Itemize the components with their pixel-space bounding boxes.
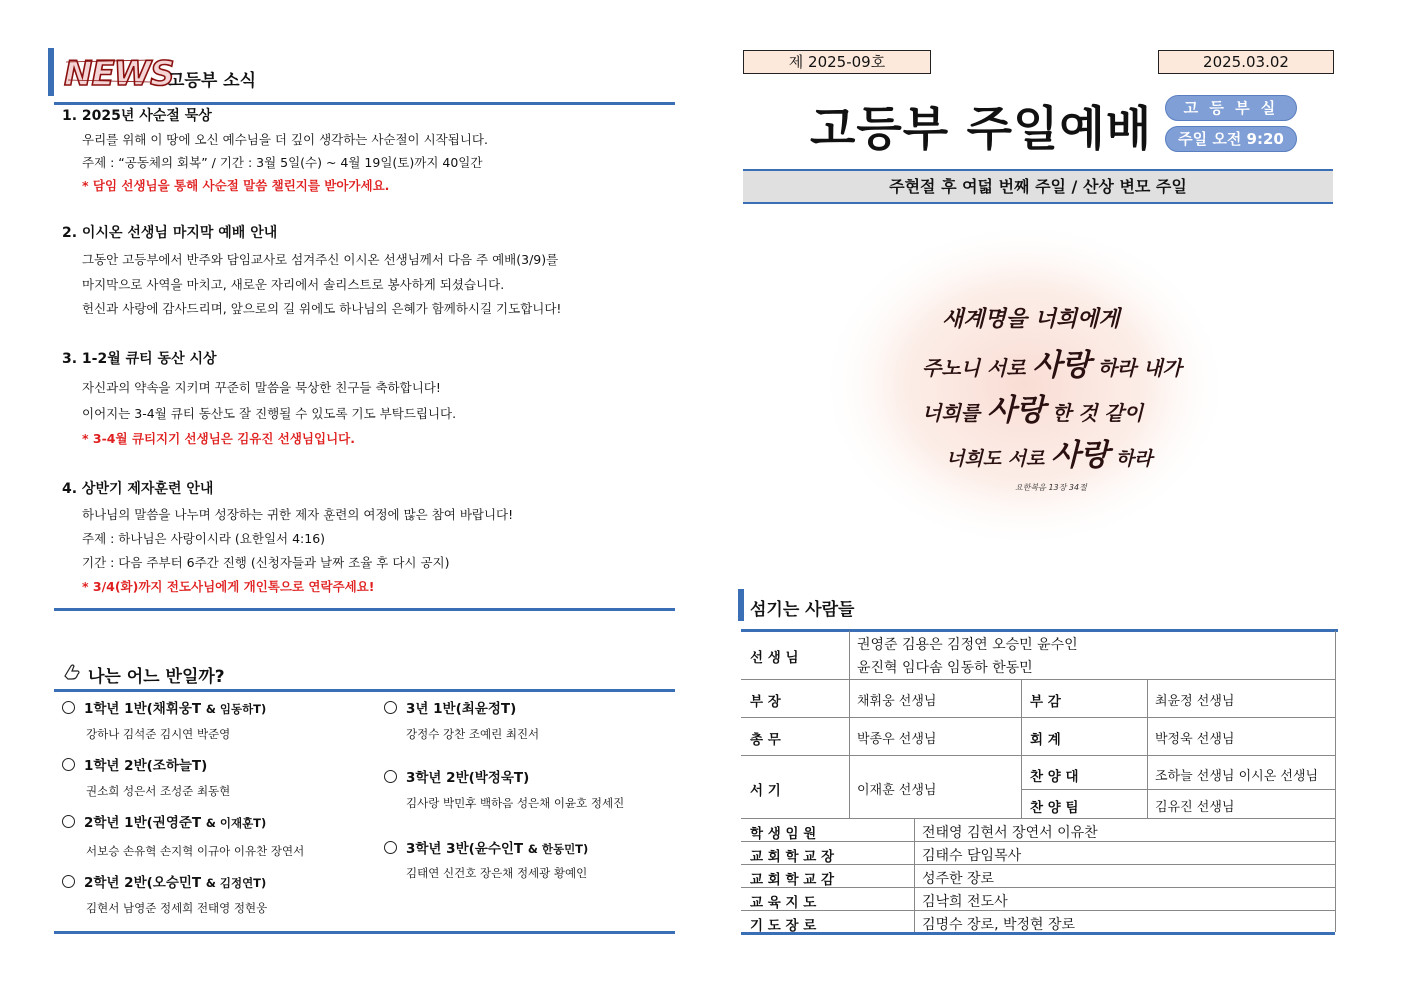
circle-icon	[62, 701, 75, 714]
news-item-line: 이어지는 3-4월 큐티 동산도 잘 진행될 수 있도록 기도 부탁드립니다.	[82, 406, 457, 421]
praise-team-value: 김유진 선생님	[1155, 800, 1235, 815]
news-divider-bottom	[54, 608, 675, 611]
table-row-divider	[741, 717, 1335, 718]
news-accent-bar	[48, 48, 54, 96]
class-students: 김사랑 박민후 백하음 성은채 이윤호 정세진	[406, 796, 625, 810]
news-item-line: 헌신과 사랑에 감사드리며, 앞으로의 길 위에도 하나님의 은혜가 함께하시길 기도합니다!	[82, 301, 562, 316]
seogi-value: 이재훈 선생님	[857, 783, 937, 798]
class-students: 김태연 신건호 장은채 정세광 황예인	[406, 866, 588, 880]
chongmu-value: 박종우 선생님	[857, 732, 937, 747]
table-row-divider	[1021, 789, 1335, 790]
news-logo	[62, 52, 174, 94]
table-row-value: 전태영 김현서 장연서 이유찬	[922, 825, 1098, 841]
praise-team-label: 찬 양 팀	[1030, 800, 1079, 816]
class-heading: 2학년 2반(오승민T & 김정연T)	[62, 871, 266, 891]
circle-icon	[384, 701, 397, 714]
verse-artwork	[820, 220, 1240, 560]
choir-label: 찬 양 대	[1030, 769, 1079, 785]
circle-icon	[384, 770, 397, 783]
hoegye-value: 박정욱 선생님	[1155, 732, 1235, 747]
verse-line-1: 새계명을 너희에게	[942, 306, 1120, 332]
table-row-value: 성주한 장로	[922, 871, 995, 887]
chongmu-label: 총 무	[750, 732, 781, 748]
news-item-line: 주제 : 하나님은 사랑이시라 (요한일서 4:16)	[82, 531, 326, 546]
news-item-note: * 3-4월 큐티지기 선생님은 김유진 선생님입니다.	[82, 431, 355, 446]
table-row-label: 교 육 지 도	[750, 895, 817, 911]
servants-title: 섬기는 사람들	[750, 600, 855, 620]
bugam-value: 최윤정 선생님	[1155, 694, 1235, 709]
news-item-heading: 4. 상반기 제자훈련 안내	[62, 481, 214, 497]
class-students: 강정수 강찬 조예린 최진서	[406, 727, 540, 741]
bujang-value: 채휘웅 선생님	[857, 694, 937, 709]
class-students: 강하나 김석준 김시연 박준영	[86, 727, 231, 741]
table-row-value: 김태수 담임목사	[922, 848, 1022, 864]
location-pill: 고 등 부 실	[1165, 95, 1297, 121]
table-row-divider	[741, 679, 1335, 680]
circle-icon	[62, 875, 75, 888]
circle-icon	[62, 758, 75, 771]
news-item-note: * 담임 선생님을 통해 사순절 말씀 챌린지를 받아가세요.	[82, 178, 390, 193]
news-title: 고등부 소식	[168, 71, 257, 91]
classes-divider-top	[54, 689, 675, 692]
table-row-divider	[741, 818, 1335, 819]
choir-value: 조하늘 선생님 이시온 선생님	[1155, 769, 1319, 784]
news-item-line: 자신과의 약속을 지키며 꾸준히 말씀을 묵상한 친구들 축하합니다!	[82, 380, 441, 395]
class-heading: 3년 1반(최윤정T)	[384, 697, 516, 717]
servants-accent-bar	[738, 589, 744, 621]
time-pill: 주일 오전 9:20	[1165, 126, 1297, 152]
news-item-line: 주제 : “공동체의 회복” / 기간 : 3월 5일(수) ~ 4월 19일(토)까지 40일간	[82, 155, 483, 170]
bujang-label: 부 장	[750, 694, 781, 710]
class-students: 김현서 남영준 정세희 전태영 정현웅	[86, 901, 268, 915]
table-row-label: 교 회 학 교 장	[750, 849, 835, 865]
verse-line-3: 너희를 사랑 한 것 같이	[922, 393, 1144, 428]
classes-divider-bottom	[54, 931, 675, 934]
teachers-label: 선 생 님	[750, 650, 799, 666]
verse-line-2: 주노니 서로 사랑 하라 내가	[922, 348, 1182, 383]
svg-text:NEWS: NEWS	[64, 54, 174, 94]
class-students: 권소희 성은서 조성준 최동현	[86, 784, 231, 798]
news-item-line: 마지막으로 사역을 마치고, 새로운 자리에서 솔리스트로 봉사하게 되셨습니다.	[82, 277, 505, 292]
issue-number: 제 2025-09호	[743, 50, 931, 74]
class-heading: 3학년 3반(윤수인T & 한동민T)	[384, 837, 588, 857]
class-heading: 1학년 2반(조하늘T)	[62, 754, 207, 774]
news-item-heading: 3. 1-2월 큐티 동산 시상	[62, 351, 217, 367]
table-col-divider	[1147, 680, 1148, 818]
circle-icon	[62, 815, 75, 828]
teachers-line: 윤진혁 임다솜 임동하 한동민	[857, 660, 1033, 676]
table-row-divider	[741, 910, 1335, 911]
class-heading: 3학년 2반(박정욱T)	[384, 766, 529, 786]
bugam-label: 부 감	[1030, 694, 1061, 710]
classes-title: 나는 어느 반일까?	[88, 667, 225, 687]
table-row-label: 교 회 학 교 감	[750, 872, 835, 888]
table-col-divider	[914, 818, 915, 932]
class-students: 서보승 손유혁 손지혁 이규아 이유찬 장연서	[86, 844, 305, 858]
table-row-label: 기 도 장 로	[750, 918, 817, 934]
hoegye-label: 회 계	[1030, 732, 1061, 748]
news-item-line: 하나님의 말씀을 나누며 성장하는 귀한 제자 훈련의 여정에 많은 참여 바랍니다!	[82, 507, 514, 522]
table-col-divider	[1021, 680, 1022, 818]
news-item-heading: 2. 이시온 선생님 마지막 예배 안내	[62, 225, 278, 241]
teachers-line: 권영준 김용은 김정연 오승민 윤수인	[857, 637, 1078, 653]
news-item-note: * 3/4(화)까지 전도사님에게 개인톡으로 연락주세요!	[82, 579, 375, 594]
table-col-divider	[1335, 631, 1336, 932]
seogi-label: 서 기	[750, 783, 781, 799]
table-col-divider	[849, 631, 850, 818]
class-heading: 2학년 1반(권영준T & 이재훈T)	[62, 811, 266, 831]
news-item-line: 그동안 고등부에서 반주와 담임교사로 섬겨주신 이시온 선생님께서 다음 주 예배(3/9)를	[82, 252, 559, 267]
news-item-line: 우리를 위해 이 땅에 오신 예수님을 더 깊이 생각하는 사순절이 시작됩니다.	[82, 132, 488, 147]
pointing-hand-icon	[62, 662, 82, 682]
verse-reference: 요한복음 13장 34절	[1015, 483, 1087, 492]
table-row-label: 학 생 임 원	[750, 826, 817, 842]
table-row-value: 김명수 장로, 박정현 장로	[922, 917, 1076, 933]
class-heading: 1학년 1반(채휘웅T & 임동하T)	[62, 697, 266, 717]
circle-icon	[384, 841, 397, 854]
issue-date: 2025.03.02	[1158, 50, 1334, 74]
servants-table-top	[741, 629, 1338, 632]
service-subtitle: 주현절 후 여덟 번째 주일 / 산상 변모 주일	[743, 169, 1333, 204]
news-item-line: 기간 : 다음 주부터 6주간 진행 (신청자들과 날짜 조율 후 다시 공지)	[82, 555, 450, 570]
table-row-divider	[741, 755, 1335, 756]
table-row-value: 김낙희 전도사	[922, 894, 1008, 910]
verse-line-4: 너희도 서로 사랑 하라	[946, 438, 1153, 473]
news-item-heading: 1. 2025년 사순절 묵상	[62, 108, 212, 124]
page-title: 고등부 주일예배	[810, 102, 1153, 157]
